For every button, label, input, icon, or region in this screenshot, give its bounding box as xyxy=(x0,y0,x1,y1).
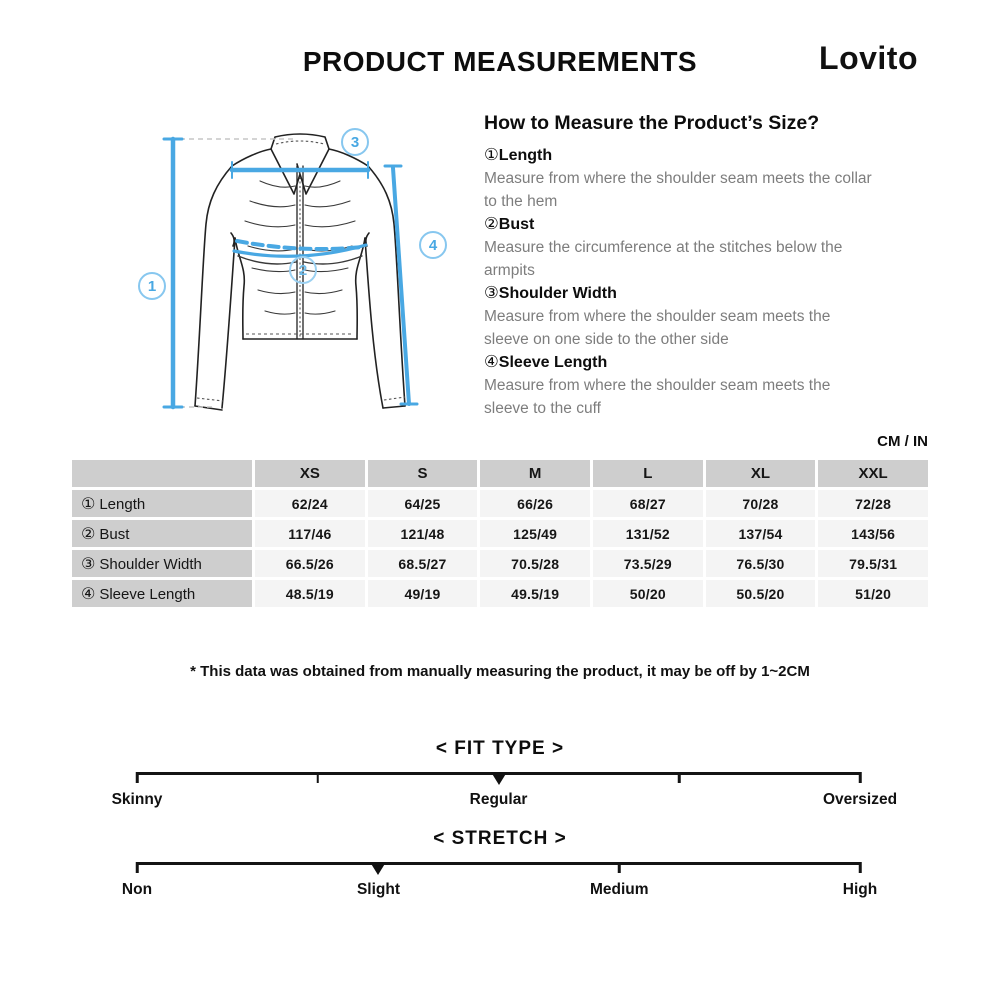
size-column-header: L xyxy=(593,460,703,487)
scale-tick xyxy=(618,862,621,873)
left-cuff-stitch xyxy=(197,398,223,401)
cell-value: 66.5/26 xyxy=(255,550,365,577)
guide-title: How to Measure the Product’s Size? xyxy=(484,112,820,134)
stretch-marker-icon xyxy=(370,862,386,875)
ruche-line xyxy=(305,201,350,207)
guide-item-desc: Measure from where the shoulder seam meets the sleeve to the cuff xyxy=(484,377,831,417)
fit-type-marker-icon xyxy=(491,772,507,785)
sleeve-measure-line xyxy=(393,168,409,404)
cell-value: 62/24 xyxy=(255,490,365,517)
cell-value: 125/49 xyxy=(480,520,590,547)
scale-tick xyxy=(136,772,139,783)
guide-item-length xyxy=(484,144,934,213)
measurement-disclaimer: * This data was obtained from manually measuring the product, it may be off by 1~2CM xyxy=(190,663,810,680)
cell-value: 68/27 xyxy=(593,490,703,517)
brand-logo: Lovito xyxy=(819,40,918,76)
callout-num-3: 3 xyxy=(350,134,360,151)
row-label: Length xyxy=(99,495,146,513)
guide-item-sleeve-length xyxy=(484,351,934,420)
cell-value: 51/20 xyxy=(818,580,928,607)
guide-item-label: Bust xyxy=(498,216,535,233)
ruche-line xyxy=(245,221,295,227)
ruche-line xyxy=(252,268,295,272)
cell-value: 121/48 xyxy=(368,520,478,547)
guide-item-num: ③ xyxy=(484,284,499,302)
guide-item-num: ④ xyxy=(484,353,499,371)
cell-value: 117/46 xyxy=(255,520,365,547)
size-column-header: XS xyxy=(255,460,365,487)
cell-value: 72/28 xyxy=(818,490,928,517)
cell-value: 79.5/31 xyxy=(818,550,928,577)
table-row-shoulder-width xyxy=(72,550,928,577)
cell-value: 48.5/19 xyxy=(255,580,365,607)
guide-item-label: Length xyxy=(498,147,553,164)
cell-value: 137/54 xyxy=(706,520,816,547)
stretch-label-medium: Medium xyxy=(589,881,649,898)
ruche-line xyxy=(250,201,295,207)
right-cuff xyxy=(383,406,405,408)
guide-item-label: Sleeve Length xyxy=(498,354,608,371)
stretch-label-slight: Slight xyxy=(356,881,400,898)
ruche-line xyxy=(305,311,335,314)
guide-item-bust xyxy=(484,213,934,282)
corner-cell xyxy=(72,460,252,487)
left-shoulder xyxy=(232,149,271,166)
guide-item-desc: Measure the circumference at the stitches below the armpits xyxy=(484,239,843,279)
table-row-length xyxy=(72,490,928,517)
right-sleeve-inner xyxy=(365,238,383,408)
fit-label-oversized: Oversized xyxy=(822,791,898,808)
size-column-header: S xyxy=(368,460,478,487)
cell-value: 143/56 xyxy=(818,520,928,547)
measurements-table xyxy=(69,457,931,610)
callout-num-4: 4 xyxy=(428,237,438,254)
cell-value: 64/25 xyxy=(368,490,478,517)
callout-num-1: 1 xyxy=(147,278,157,295)
size-column-header: XXL xyxy=(818,460,928,487)
row-num: ② xyxy=(81,525,96,543)
table-row-sleeve-length xyxy=(72,580,928,607)
armpit-left xyxy=(231,233,234,246)
fit-label-regular: Regular xyxy=(469,791,528,808)
cell-value: 49/19 xyxy=(368,580,478,607)
cell-value: 66/26 xyxy=(480,490,590,517)
scale-tick xyxy=(859,772,862,783)
measure-guide xyxy=(484,112,934,420)
stretch-rail xyxy=(137,862,860,865)
ruche-line xyxy=(258,290,295,294)
left-sleeve xyxy=(195,166,232,406)
row-label: Shoulder Width xyxy=(99,555,202,573)
scale-tick xyxy=(136,862,139,873)
cell-value: 70/28 xyxy=(706,490,816,517)
row-num: ③ xyxy=(81,555,96,573)
fit-type-labels xyxy=(111,791,898,811)
fit-type-title: < FIT TYPE > xyxy=(435,738,565,759)
cell-value: 73.5/29 xyxy=(593,550,703,577)
scale-tick xyxy=(317,772,320,783)
guide-item-desc: Measure from where the shoulder seam meets the collar to the hem xyxy=(484,170,872,210)
table-header-row xyxy=(72,460,928,487)
guide-item-num: ① xyxy=(484,146,499,164)
size-column-header: M xyxy=(480,460,590,487)
garment-diagram xyxy=(100,106,480,441)
cell-value: 68.5/27 xyxy=(368,550,478,577)
right-cuff-stitch xyxy=(384,397,405,400)
ruche-line xyxy=(265,311,295,314)
cell-value: 70.5/28 xyxy=(480,550,590,577)
table-row-bust xyxy=(72,520,928,547)
guide-item-shoulder-width xyxy=(484,282,934,351)
guide-item-label: Shoulder Width xyxy=(498,285,617,302)
scale-tick xyxy=(678,772,681,783)
page-title: PRODUCT MEASUREMENTS xyxy=(302,46,698,77)
ruche-line xyxy=(305,290,342,294)
stretch-label-non: Non xyxy=(121,881,153,898)
unit-label: CM / IN xyxy=(877,433,928,450)
guide-item-num: ② xyxy=(484,215,499,233)
fit-type-rail xyxy=(137,772,860,775)
cell-value: 49.5/19 xyxy=(480,580,590,607)
body-right xyxy=(356,238,365,339)
stretch-title: < STRETCH > xyxy=(433,828,567,849)
callout-num-2: 2 xyxy=(298,262,308,279)
row-label: Bust xyxy=(99,525,130,543)
left-sleeve-inner xyxy=(222,238,235,408)
ruche-line xyxy=(305,221,355,227)
row-label: Sleeve Length xyxy=(99,585,196,603)
row-num: ① xyxy=(81,495,96,513)
ruche-line xyxy=(305,268,348,272)
row-num: ④ xyxy=(81,585,96,603)
stretch-label-high: High xyxy=(842,881,878,898)
stretch-labels xyxy=(121,881,878,901)
guide-item-desc: Measure from where the shoulder seam meets the sleeve on one side to the other side xyxy=(484,308,831,348)
fit-label-skinny: Skinny xyxy=(111,791,163,808)
cell-value: 76.5/30 xyxy=(706,550,816,577)
cell-value: 50/20 xyxy=(593,580,703,607)
collar-stand xyxy=(271,134,329,149)
cell-value: 50.5/20 xyxy=(706,580,816,607)
size-column-header: XL xyxy=(706,460,816,487)
scale-tick xyxy=(859,862,862,873)
cell-value: 131/52 xyxy=(593,520,703,547)
